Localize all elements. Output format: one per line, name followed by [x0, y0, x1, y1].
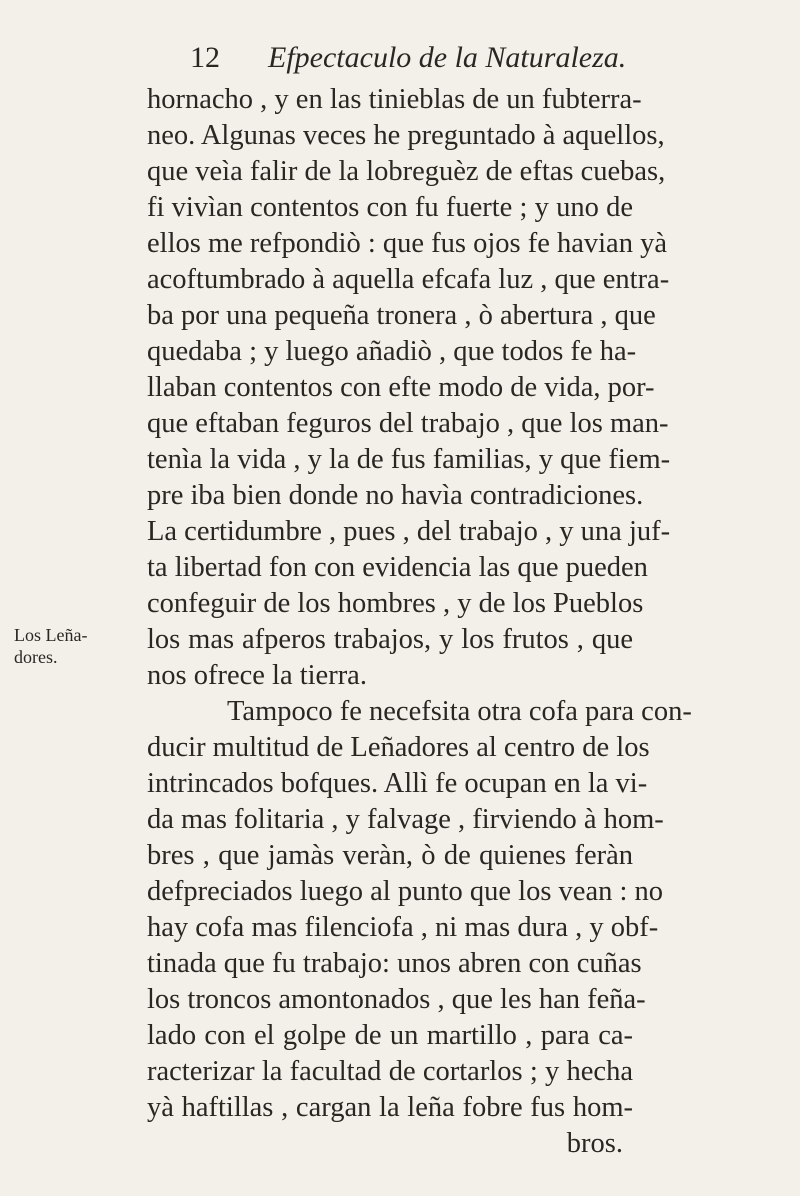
text-line: La certidumbre , pues , del trabajo , y una juf- — [147, 516, 671, 547]
text-line: da mas folitaria , y falvage , firviendo à hom- — [147, 804, 664, 835]
paragraph-first-line: Tampoco fe necefsita otra cofa para con- — [227, 696, 692, 727]
marginal-note-line: dores. — [14, 647, 58, 667]
text-line: pre iba bien donde no havìa contradiciones. — [147, 480, 644, 511]
text-line: ellos me refpondiò : que fus ojos fe havian yà — [147, 228, 667, 259]
text-line: los troncos amontonados , que les han feña- — [147, 984, 646, 1015]
text-line: ba por una pequeña tronera , ò abertura , que — [147, 300, 656, 331]
text-line: los mas afperos trabajos, y los frutos , que — [147, 624, 633, 655]
text-line: que veìa falir de la lobreguèz de eftas cuebas, — [147, 156, 666, 187]
marginal-note-line: Los Leña- — [14, 625, 88, 645]
text-line: ta libertad fon con evidencia las que pueden — [147, 552, 648, 583]
text-line: ducir multitud de Leñadores al centro de los — [147, 732, 650, 763]
text-line: quedaba ; y luego añadiò , que todos fe ha- — [147, 336, 637, 367]
page-number: 12 — [190, 41, 220, 74]
body-text — [147, 82, 692, 1162]
text-line: confeguir de los hombres , y de los Pueblos — [147, 588, 644, 619]
text-line: bres , que jamàs veràn, ò de quienes feràn — [147, 840, 633, 871]
text-line: tenìa la vida , y la de fus familias, y que fiem- — [147, 444, 671, 475]
text-line: hay cofa mas filenciofa , ni mas dura , y obf- — [147, 912, 659, 943]
text-line: nos ofrece la tierra. — [147, 660, 367, 691]
text-line: neo. Algunas veces he preguntado à aquellos, — [147, 120, 665, 151]
catchword: bros. — [566, 1128, 623, 1159]
page-header — [190, 40, 626, 76]
marginal-note — [14, 624, 94, 668]
text-line: que eftaban feguros del trabajo , que los man- — [147, 408, 669, 439]
text-line: tinada que fu trabajo: unos abren con cuñas — [147, 948, 642, 979]
text-line: racterizar la facultad de cortarlos ; y hecha — [147, 1056, 633, 1087]
text-line: yà haftillas , cargan la leña fobre fus hom- — [147, 1092, 633, 1123]
text-line: defpreciados luego al punto que los vean : no — [147, 876, 664, 907]
text-line: llaban contentos con efte modo de vida, por- — [147, 372, 655, 403]
text-line: hornacho , y en las tinieblas de un fubterra- — [147, 84, 642, 115]
text-line: acoftumbrado à aquella efcafa luz , que entra- — [147, 264, 670, 295]
running-title: Efpectaculo de la Naturaleza. — [268, 41, 627, 74]
text-line: fi vivìan contentos con fu fuerte ; y uno de — [147, 192, 633, 223]
text-line: intrincados bofques. Allì fe ocupan en la vi- — [147, 768, 648, 799]
text-line: lado con el golpe de un martillo , para ca- — [147, 1020, 633, 1051]
